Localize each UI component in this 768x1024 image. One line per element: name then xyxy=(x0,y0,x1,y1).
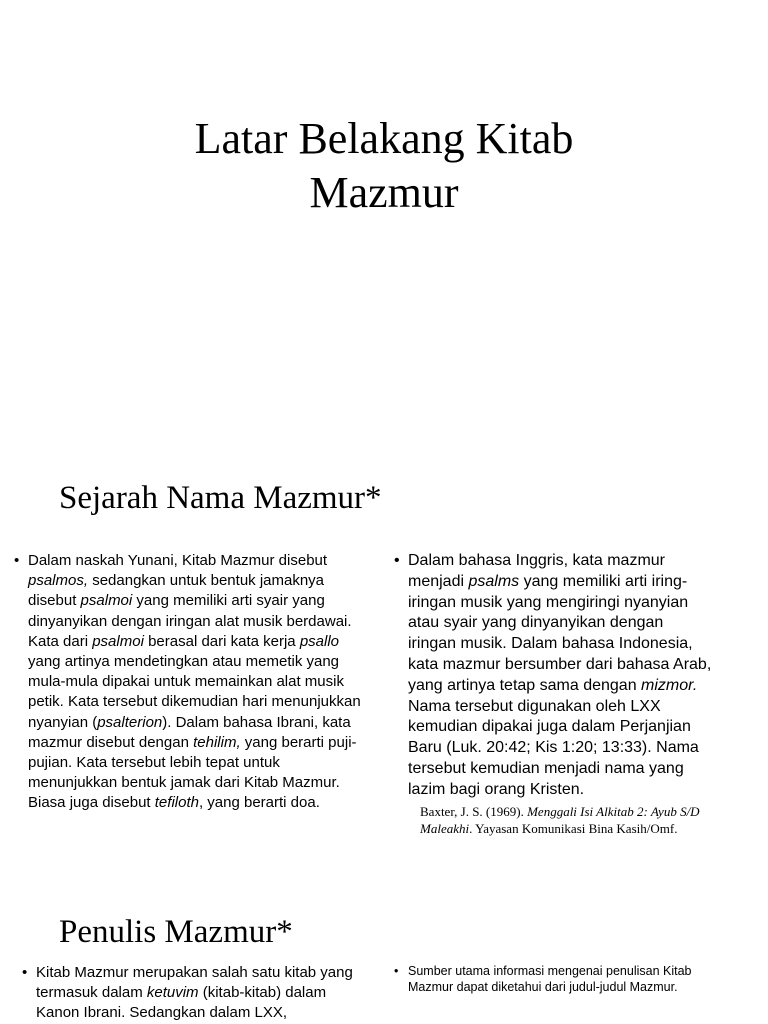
bullet-icon: • xyxy=(394,552,400,569)
sejarah-right-bullet-item: • Dalam bahasa Inggris, kata mazmur menjadi psalms yang memiliki arti iring-iringan musik yang mengiringi nyanyian atau syair yang dinyanyikan dengan iringan musik. Dalam bahasa Indonesia, kata mazmur bersumber dari bahasa Arab, yang artinya tetap sama dengan mizmor. Nama tersebut digunakan oleh LXX kemudian dipakai juga dalam Perjanjian Baru (Luk. 20:42; Kis 1:20; 13:33). Nama tersebut kemudian menjadi nama yang lazim bagi orang Kristen. xyxy=(394,552,712,798)
bullet-icon: • xyxy=(14,552,20,569)
penulis-right-column xyxy=(394,963,714,995)
penulis-left-bullet-item: • Kitab Mazmur merupakan salah satu kitab yang termasuk dalam ketuvim (kitab-kitab) dalam Kanon Ibrani. Sedangkan dalam LXX, xyxy=(22,964,353,1022)
slide-title xyxy=(0,112,768,220)
bullet-icon: • xyxy=(394,964,399,978)
section-heading-penulis: Penulis Mazmur* xyxy=(59,914,293,950)
bullet-icon: • xyxy=(22,964,28,981)
sejarah-left-bullet-item: • Dalam naskah Yunani, Kitab Mazmur disebut psalmos, sedangkan untuk bentuk jamaknya disebut psalmoi yang memiliki arti syair yang dinyanyikan dengan iringan alat musik berdawai. Kata dari psalmoi berasal dari kata kerja psallo yang artinya mendetingkan atau memetik yang mula-mula dipakai untuk memainkan alat musik petik. Kata tersebut dikemudian hari menunjukkan nyanyian (psalterion). Dalam bahasa Ibrani, kata mazmur disebut dengan tehilim, yang berarti puji-pujian. Kata tersebut lebih tepat untuk menunjukkan bentuk jamak dari Kitab Mazmur. Biasa juga disebut tefiloth, yang berarti doa. xyxy=(14,552,361,812)
section-heading-sejarah: Sejarah Nama Mazmur* xyxy=(59,480,382,516)
penulis-right-bullet-item: • Sumber utama informasi mengenai penulisan Kitab Mazmur dapat diketahui dari judul-judul Mazmur. xyxy=(394,964,692,994)
slide-title-line2: Mazmur xyxy=(309,168,459,217)
sejarah-left-column xyxy=(14,551,366,814)
sejarah-right-column xyxy=(394,551,714,801)
slide-title-line1: Latar Belakang Kitab xyxy=(194,114,574,163)
penulis-left-column xyxy=(22,963,362,1024)
reference-citation: Baxter, J. S. (1969). Menggali Isi Alkitab 2: Ayub S/D Maleakhi. Yayasan Komunikasi Bina Kasih/Omf. xyxy=(420,804,700,836)
